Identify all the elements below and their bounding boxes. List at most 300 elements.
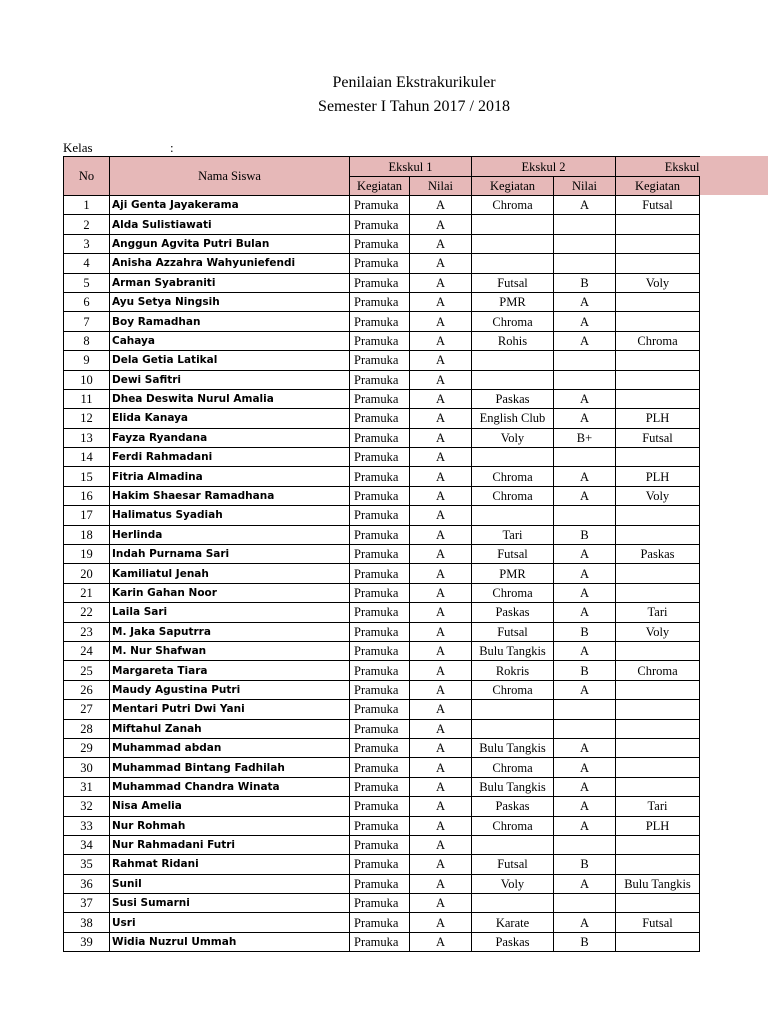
row-no: 23 [64, 622, 110, 641]
row-kegiatan-1: Pramuka [350, 855, 410, 874]
row-kegiatan-2: Chroma [472, 816, 554, 835]
row-kegiatan-2: Chroma [472, 196, 554, 215]
page-title: Penilaian Ekstrakurikuler [332, 74, 496, 91]
header-kegiatan-2: Kegiatan [472, 177, 554, 196]
table-row [64, 816, 700, 835]
row-nilai-1: A [410, 273, 472, 292]
row-kegiatan-1: Pramuka [350, 913, 410, 932]
row-no: 30 [64, 758, 110, 777]
row-nilai-2: A [554, 564, 616, 583]
row-nilai-2 [554, 215, 616, 234]
row-nilai-1: A [410, 661, 472, 680]
kelas-colon: : [170, 140, 174, 155]
row-nama-siswa: Dhea Deswita Nurul Amalia [110, 389, 350, 408]
row-nama-siswa: Hakim Shaesar Ramadhana [110, 486, 350, 505]
header-no: No [64, 157, 110, 196]
row-kegiatan-2 [472, 254, 554, 273]
row-nilai-2: B+ [554, 428, 616, 447]
row-no: 33 [64, 816, 110, 835]
row-nilai-2: A [554, 389, 616, 408]
row-kegiatan-2: Bulu Tangkis [472, 738, 554, 757]
table-row [64, 292, 700, 311]
row-kegiatan-1: Pramuka [350, 641, 410, 660]
table-row [64, 913, 700, 932]
row-kegiatan-1: Pramuka [350, 874, 410, 893]
row-kegiatan-1: Pramuka [350, 215, 410, 234]
table-row [64, 467, 700, 486]
row-nama-siswa: Mentari Putri Dwi Yani [110, 700, 350, 719]
table-row [64, 389, 700, 408]
row-kegiatan-3 [616, 758, 700, 777]
row-nilai-2: B [554, 661, 616, 680]
row-nama-siswa: Sunil [110, 874, 350, 893]
row-kegiatan-3: PLH [616, 409, 700, 428]
row-nilai-1: A [410, 448, 472, 467]
row-nama-siswa: M. Nur Shafwan [110, 641, 350, 660]
row-kegiatan-1: Pramuka [350, 816, 410, 835]
row-nama-siswa: Ayu Setya Ningsih [110, 292, 350, 311]
row-kegiatan-2 [472, 370, 554, 389]
row-kegiatan-3: Futsal [616, 428, 700, 447]
table-row [64, 622, 700, 641]
row-no: 20 [64, 564, 110, 583]
row-nama-siswa: Widia Nuzrul Ummah [110, 932, 350, 951]
row-kegiatan-2: Futsal [472, 855, 554, 874]
row-nilai-1: A [410, 932, 472, 951]
row-kegiatan-3 [616, 641, 700, 660]
row-kegiatan-3 [616, 700, 700, 719]
row-no: 17 [64, 506, 110, 525]
row-kegiatan-3: Paskas [616, 545, 700, 564]
row-no: 28 [64, 719, 110, 738]
row-kegiatan-1: Pramuka [350, 583, 410, 602]
row-kegiatan-3: Chroma [616, 661, 700, 680]
row-nama-siswa: Laila Sari [110, 603, 350, 622]
row-kegiatan-3: PLH [616, 467, 700, 486]
row-kegiatan-1: Pramuka [350, 409, 410, 428]
row-no: 10 [64, 370, 110, 389]
row-kegiatan-3 [616, 855, 700, 874]
row-nama-siswa: Susi Sumarni [110, 894, 350, 913]
row-nilai-1: A [410, 603, 472, 622]
row-nilai-1: A [410, 835, 472, 854]
row-no: 18 [64, 525, 110, 544]
row-kegiatan-3: Bulu Tangkis [616, 874, 700, 893]
row-nilai-1: A [410, 855, 472, 874]
row-no: 22 [64, 603, 110, 622]
row-no: 35 [64, 855, 110, 874]
row-nilai-2 [554, 835, 616, 854]
row-kegiatan-1: Pramuka [350, 603, 410, 622]
row-nilai-1: A [410, 816, 472, 835]
row-no: 3 [64, 234, 110, 253]
row-nilai-1: A [410, 428, 472, 447]
row-no: 7 [64, 312, 110, 331]
row-no: 9 [64, 351, 110, 370]
row-nama-siswa: Fayza Ryandana [110, 428, 350, 447]
row-kegiatan-2: Paskas [472, 603, 554, 622]
row-nama-siswa: Anisha Azzahra Wahyuniefendi [110, 254, 350, 273]
row-no: 37 [64, 894, 110, 913]
row-kegiatan-1: Pramuka [350, 389, 410, 408]
row-kegiatan-1: Pramuka [350, 351, 410, 370]
row-nilai-2: A [554, 196, 616, 215]
table-row [64, 583, 700, 602]
row-kegiatan-2: Voly [472, 874, 554, 893]
row-nilai-1: A [410, 215, 472, 234]
row-nilai-2: B [554, 273, 616, 292]
row-kegiatan-2 [472, 215, 554, 234]
table-row [64, 603, 700, 622]
row-nilai-2: A [554, 913, 616, 932]
row-nilai-2 [554, 370, 616, 389]
row-nilai-2 [554, 894, 616, 913]
row-nilai-1: A [410, 797, 472, 816]
row-kegiatan-1: Pramuka [350, 312, 410, 331]
row-no: 4 [64, 254, 110, 273]
row-nama-siswa: Miftahul Zanah [110, 719, 350, 738]
row-nama-siswa: Halimatus Syadiah [110, 506, 350, 525]
row-kegiatan-2: Rohis [472, 331, 554, 350]
row-nilai-2 [554, 448, 616, 467]
row-nilai-1: A [410, 370, 472, 389]
row-kegiatan-1: Pramuka [350, 428, 410, 447]
row-nama-siswa: Muhammad abdan [110, 738, 350, 757]
row-kegiatan-1: Pramuka [350, 835, 410, 854]
row-nama-siswa: Anggun Agvita Putri Bulan [110, 234, 350, 253]
row-kegiatan-1: Pramuka [350, 486, 410, 505]
row-kegiatan-1: Pramuka [350, 254, 410, 273]
kelas-label: Kelas [63, 140, 93, 155]
table-row [64, 234, 700, 253]
row-kegiatan-3: Futsal [616, 196, 700, 215]
row-kegiatan-2 [472, 835, 554, 854]
header-ekskul-1: Ekskul 1 [350, 157, 472, 177]
table-row [64, 254, 700, 273]
row-kegiatan-2: Chroma [472, 680, 554, 699]
row-nilai-1: A [410, 700, 472, 719]
row-nilai-1: A [410, 777, 472, 796]
row-kegiatan-2: Paskas [472, 797, 554, 816]
row-kegiatan-2 [472, 894, 554, 913]
row-kegiatan-1: Pramuka [350, 273, 410, 292]
table-row [64, 719, 700, 738]
row-kegiatan-2: Chroma [472, 583, 554, 602]
row-nilai-1: A [410, 641, 472, 660]
row-kegiatan-2: Chroma [472, 486, 554, 505]
row-nama-siswa: Ferdi Rahmadani [110, 448, 350, 467]
row-kegiatan-2 [472, 234, 554, 253]
row-nama-siswa: Maudy Agustina Putri [110, 680, 350, 699]
row-nama-siswa: Nur Rahmadani Futri [110, 835, 350, 854]
row-nama-siswa: Dewi Safitri [110, 370, 350, 389]
row-kegiatan-3 [616, 680, 700, 699]
table-row [64, 351, 700, 370]
row-kegiatan-2 [472, 448, 554, 467]
row-kegiatan-2: Bulu Tangkis [472, 641, 554, 660]
header-nilai-2: Nilai [554, 177, 616, 196]
table-row [64, 932, 700, 951]
row-kegiatan-2: Chroma [472, 758, 554, 777]
header-nilai-1: Nilai [410, 177, 472, 196]
row-nilai-2 [554, 234, 616, 253]
row-nilai-2: A [554, 816, 616, 835]
row-no: 39 [64, 932, 110, 951]
row-kegiatan-2: Futsal [472, 273, 554, 292]
row-kegiatan-2: Paskas [472, 932, 554, 951]
row-kegiatan-3 [616, 448, 700, 467]
row-kegiatan-1: Pramuka [350, 331, 410, 350]
row-nama-siswa: Karin Gahan Noor [110, 583, 350, 602]
row-kegiatan-3 [616, 525, 700, 544]
row-kegiatan-2: Paskas [472, 389, 554, 408]
row-kegiatan-1: Pramuka [350, 448, 410, 467]
row-nilai-2: A [554, 874, 616, 893]
row-kegiatan-2: Tari [472, 525, 554, 544]
row-nilai-2: A [554, 583, 616, 602]
table-row [64, 874, 700, 893]
table-row [64, 700, 700, 719]
row-kegiatan-1: Pramuka [350, 506, 410, 525]
row-nama-siswa: Cahaya [110, 331, 350, 350]
row-kegiatan-1: Pramuka [350, 467, 410, 486]
row-kegiatan-2 [472, 700, 554, 719]
table-row [64, 545, 700, 564]
row-nama-siswa: Elida Kanaya [110, 409, 350, 428]
row-nilai-1: A [410, 312, 472, 331]
row-nama-siswa: Arman Syabraniti [110, 273, 350, 292]
table-row [64, 758, 700, 777]
page-subtitle: Semester I Tahun 2017 / 2018 [318, 98, 510, 115]
row-nama-siswa: Margareta Tiara [110, 661, 350, 680]
row-no: 24 [64, 641, 110, 660]
row-no: 8 [64, 331, 110, 350]
table-row [64, 273, 700, 292]
row-nama-siswa: Dela Getia Latikal [110, 351, 350, 370]
row-nilai-2: A [554, 312, 616, 331]
table-row [64, 525, 700, 544]
table-row [64, 506, 700, 525]
row-nilai-1: A [410, 254, 472, 273]
row-kegiatan-3 [616, 564, 700, 583]
row-nilai-2: A [554, 409, 616, 428]
row-kegiatan-3: Futsal [616, 913, 700, 932]
row-kegiatan-3 [616, 506, 700, 525]
row-nama-siswa: Aji Genta Jayakerama [110, 196, 350, 215]
row-kegiatan-3 [616, 738, 700, 757]
row-kegiatan-2: PMR [472, 292, 554, 311]
row-no: 21 [64, 583, 110, 602]
row-nilai-2: B [554, 932, 616, 951]
row-kegiatan-3 [616, 351, 700, 370]
row-nama-siswa: Muhammad Bintang Fadhilah [110, 758, 350, 777]
row-no: 11 [64, 389, 110, 408]
row-kegiatan-3: Voly [616, 486, 700, 505]
row-no: 5 [64, 273, 110, 292]
row-no: 13 [64, 428, 110, 447]
table-row [64, 215, 700, 234]
row-kegiatan-1: Pramuka [350, 738, 410, 757]
row-kegiatan-3 [616, 292, 700, 311]
row-kegiatan-1: Pramuka [350, 370, 410, 389]
row-no: 19 [64, 545, 110, 564]
row-kegiatan-3: Tari [616, 797, 700, 816]
row-nilai-1: A [410, 622, 472, 641]
row-no: 6 [64, 292, 110, 311]
header-ekskul-2: Ekskul 2 [472, 157, 616, 177]
row-nilai-1: A [410, 894, 472, 913]
row-kegiatan-3 [616, 389, 700, 408]
table-row [64, 738, 700, 757]
row-nama-siswa: Nisa Amelia [110, 797, 350, 816]
table-row [64, 312, 700, 331]
row-nama-siswa: Rahmat Ridani [110, 855, 350, 874]
table-row [64, 428, 700, 447]
table-row [64, 835, 700, 854]
row-nilai-1: A [410, 758, 472, 777]
row-nama-siswa: Usri [110, 913, 350, 932]
table-row [64, 777, 700, 796]
row-kegiatan-3: Chroma [616, 331, 700, 350]
table-row [64, 564, 700, 583]
row-kegiatan-3 [616, 719, 700, 738]
row-nilai-1: A [410, 389, 472, 408]
row-kegiatan-3 [616, 835, 700, 854]
row-no: 1 [64, 196, 110, 215]
header-fill-overflow [698, 156, 768, 195]
row-no: 2 [64, 215, 110, 234]
row-nilai-2: A [554, 603, 616, 622]
row-kegiatan-2: Karate [472, 913, 554, 932]
row-no: 36 [64, 874, 110, 893]
row-no: 34 [64, 835, 110, 854]
row-nilai-2: A [554, 758, 616, 777]
row-no: 29 [64, 738, 110, 757]
row-no: 12 [64, 409, 110, 428]
row-kegiatan-2: Bulu Tangkis [472, 777, 554, 796]
row-nilai-2 [554, 254, 616, 273]
row-nilai-2 [554, 506, 616, 525]
row-nilai-1: A [410, 738, 472, 757]
row-kegiatan-1: Pramuka [350, 661, 410, 680]
row-nilai-1: A [410, 525, 472, 544]
row-kegiatan-2 [472, 351, 554, 370]
row-kegiatan-2: Futsal [472, 622, 554, 641]
row-nilai-2: A [554, 641, 616, 660]
row-kegiatan-2 [472, 506, 554, 525]
row-kegiatan-3 [616, 312, 700, 331]
row-kegiatan-3: Tari [616, 603, 700, 622]
grades-table [63, 156, 700, 952]
row-nama-siswa: Boy Ramadhan [110, 312, 350, 331]
table-row [64, 641, 700, 660]
row-kegiatan-3 [616, 215, 700, 234]
row-nama-siswa: Alda Sulistiawati [110, 215, 350, 234]
row-kegiatan-2: PMR [472, 564, 554, 583]
row-kegiatan-1: Pramuka [350, 564, 410, 583]
row-nama-siswa: M. Jaka Saputrra [110, 622, 350, 641]
row-no: 16 [64, 486, 110, 505]
row-kegiatan-3 [616, 234, 700, 253]
row-nilai-2: A [554, 777, 616, 796]
header-nama-siswa: Nama Siswa [110, 157, 350, 196]
row-nilai-1: A [410, 913, 472, 932]
row-kegiatan-3 [616, 894, 700, 913]
row-no: 27 [64, 700, 110, 719]
row-nilai-1: A [410, 486, 472, 505]
row-kegiatan-3 [616, 777, 700, 796]
table-row [64, 661, 700, 680]
row-nilai-2 [554, 719, 616, 738]
row-no: 32 [64, 797, 110, 816]
header-ekskul-3: Ekskul [616, 157, 700, 177]
row-kegiatan-3 [616, 932, 700, 951]
row-kegiatan-1: Pramuka [350, 719, 410, 738]
row-kegiatan-1: Pramuka [350, 932, 410, 951]
row-kegiatan-1: Pramuka [350, 196, 410, 215]
row-kegiatan-2: Voly [472, 428, 554, 447]
row-no: 26 [64, 680, 110, 699]
row-nilai-1: A [410, 351, 472, 370]
row-kegiatan-1: Pramuka [350, 545, 410, 564]
row-nama-siswa: Indah Purnama Sari [110, 545, 350, 564]
row-nilai-1: A [410, 719, 472, 738]
row-nilai-1: A [410, 545, 472, 564]
row-kegiatan-3: Voly [616, 273, 700, 292]
row-kegiatan-1: Pramuka [350, 292, 410, 311]
row-nilai-2: A [554, 738, 616, 757]
row-nilai-2: B [554, 855, 616, 874]
row-kegiatan-2: Chroma [472, 467, 554, 486]
row-nilai-2: A [554, 545, 616, 564]
table-row [64, 448, 700, 467]
row-kegiatan-3: PLH [616, 816, 700, 835]
row-nilai-1: A [410, 409, 472, 428]
row-nilai-2: A [554, 292, 616, 311]
row-nilai-1: A [410, 874, 472, 893]
row-kegiatan-1: Pramuka [350, 894, 410, 913]
table-row [64, 894, 700, 913]
row-kegiatan-1: Pramuka [350, 525, 410, 544]
row-nilai-2: A [554, 331, 616, 350]
row-nilai-1: A [410, 564, 472, 583]
row-nilai-1: A [410, 506, 472, 525]
row-nilai-2 [554, 700, 616, 719]
row-kegiatan-1: Pramuka [350, 680, 410, 699]
row-nilai-1: A [410, 331, 472, 350]
row-nama-siswa: Muhammad Chandra Winata [110, 777, 350, 796]
row-nilai-1: A [410, 196, 472, 215]
row-nilai-2 [554, 351, 616, 370]
table-row [64, 680, 700, 699]
row-kegiatan-3 [616, 370, 700, 389]
row-kegiatan-1: Pramuka [350, 777, 410, 796]
row-nilai-2: A [554, 486, 616, 505]
row-nilai-1: A [410, 234, 472, 253]
row-kegiatan-3 [616, 583, 700, 602]
header-kegiatan-3: Kegiatan [616, 177, 700, 196]
row-no: 14 [64, 448, 110, 467]
row-kegiatan-3: Voly [616, 622, 700, 641]
table-row [64, 855, 700, 874]
row-nilai-1: A [410, 467, 472, 486]
row-nilai-1: A [410, 292, 472, 311]
row-nilai-2: B [554, 622, 616, 641]
table-body [64, 196, 700, 952]
table-row [64, 196, 700, 215]
row-no: 15 [64, 467, 110, 486]
row-kegiatan-2: Rokris [472, 661, 554, 680]
